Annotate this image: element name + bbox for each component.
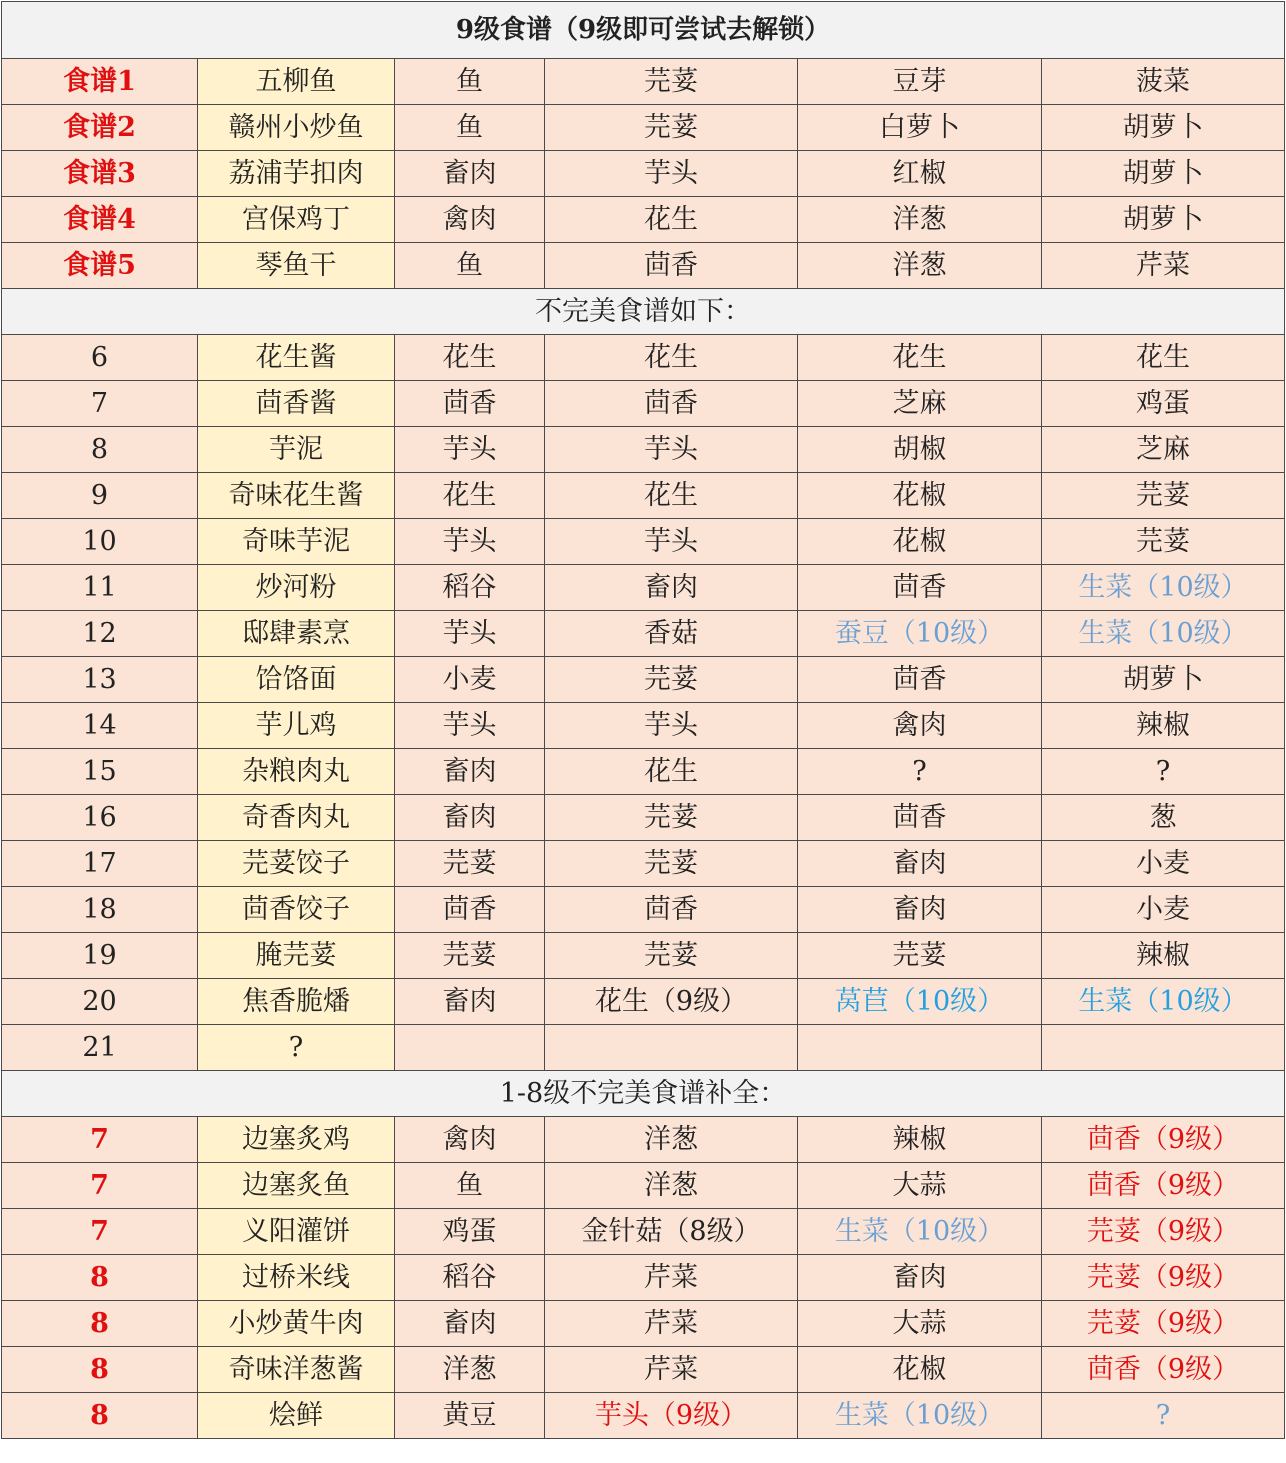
recipe-name: 义阳灌饼 <box>198 1209 395 1255</box>
ingredient-4 <box>1042 1163 1285 1209</box>
recipe-name: 奇味洋葱酱 <box>198 1347 395 1393</box>
highlighted-ingredient: 生菜（10级） <box>834 1216 1005 1247</box>
ingredient-1 <box>395 1025 545 1071</box>
ingredient-2: 花生 <box>545 749 798 795</box>
ingredient-1: 禽肉 <box>395 1117 545 1163</box>
table-row <box>2 565 1285 611</box>
highlighted-ingredient: 生菜（10级） <box>834 1400 1005 1431</box>
recipe-number: 食谱2 <box>2 105 198 151</box>
table-row <box>2 197 1285 243</box>
recipe-number: 7 <box>2 1163 198 1209</box>
table-row <box>2 427 1285 473</box>
highlighted-ingredient: ? <box>1155 1400 1171 1431</box>
recipe-name: 宫保鸡丁 <box>198 197 395 243</box>
recipe-number: 17 <box>2 841 198 887</box>
ingredient-1: 芋头 <box>395 611 545 657</box>
recipe-name: 烩鲜 <box>198 1393 395 1439</box>
ingredient-1: 鱼 <box>395 59 545 105</box>
recipe-name: 奇味芋泥 <box>198 519 395 565</box>
recipe-name: 芋泥 <box>198 427 395 473</box>
recipe-number: 7 <box>2 1209 198 1255</box>
recipe-number: 9 <box>2 473 198 519</box>
table-title: 9级食谱（9级即可尝试去解锁） <box>2 2 1285 59</box>
ingredient-1: 鱼 <box>395 1163 545 1209</box>
recipe-number: 8 <box>2 1347 198 1393</box>
ingredient-1: 稻谷 <box>395 565 545 611</box>
ingredient-3 <box>798 1393 1042 1439</box>
recipe-name: 茴香酱 <box>198 381 395 427</box>
recipe-name: 奇味花生酱 <box>198 473 395 519</box>
ingredient-3 <box>798 1025 1042 1071</box>
ingredient-4 <box>1042 1347 1285 1393</box>
ingredient-1: 畜肉 <box>395 979 545 1025</box>
ingredient-4: 芹菜 <box>1042 243 1285 289</box>
ingredient-1: 鱼 <box>395 105 545 151</box>
recipe-name: 琴鱼干 <box>198 243 395 289</box>
ingredient-3: 花椒 <box>798 473 1042 519</box>
recipe-number: 10 <box>2 519 198 565</box>
recipe-name: 荔浦芋扣肉 <box>198 151 395 197</box>
ingredient-4: 胡萝卜 <box>1042 657 1285 703</box>
recipe-number: 8 <box>2 1393 198 1439</box>
table-row <box>2 933 1285 979</box>
ingredient-3: 花生 <box>798 335 1042 381</box>
ingredient-1: 畜肉 <box>395 151 545 197</box>
ingredient-2: 香菇 <box>545 611 798 657</box>
ingredient-2: 畜肉 <box>545 565 798 611</box>
ingredient-3: 茴香 <box>798 565 1042 611</box>
ingredient-4 <box>1042 565 1285 611</box>
ingredient-4: 芫荽 <box>1042 519 1285 565</box>
section-header-row <box>2 289 1285 335</box>
ingredient-2: 芋头 <box>545 519 798 565</box>
highlighted-ingredient: 芋头（9级） <box>594 1400 748 1431</box>
recipe-number: 16 <box>2 795 198 841</box>
ingredient-4: 胡萝卜 <box>1042 151 1285 197</box>
table-row <box>2 1025 1285 1071</box>
ingredient-2: 茴香 <box>545 887 798 933</box>
highlighted-ingredient: 芫荽（9级） <box>1086 1216 1240 1247</box>
ingredient-4: 辣椒 <box>1042 703 1285 749</box>
table-row <box>2 611 1285 657</box>
ingredient-2: 芫荽 <box>545 59 798 105</box>
recipe-name: 小炒黄牛肉 <box>198 1301 395 1347</box>
ingredient-1: 禽肉 <box>395 197 545 243</box>
recipe-number: 13 <box>2 657 198 703</box>
ingredient-3: 洋葱 <box>798 243 1042 289</box>
ingredient-1: 芫荽 <box>395 933 545 979</box>
recipe-name: ? <box>198 1025 395 1071</box>
ingredient-4: 小麦 <box>1042 841 1285 887</box>
table-row <box>2 59 1285 105</box>
table-row <box>2 105 1285 151</box>
ingredient-3: 畜肉 <box>798 887 1042 933</box>
recipe-name: 茴香饺子 <box>198 887 395 933</box>
ingredient-4 <box>1042 1209 1285 1255</box>
ingredient-4: 葱 <box>1042 795 1285 841</box>
ingredient-2: 芋头 <box>545 151 798 197</box>
ingredient-3: 花椒 <box>798 1347 1042 1393</box>
table-row <box>2 1163 1285 1209</box>
highlighted-ingredient: 莴苣（10级） <box>834 986 1005 1017</box>
ingredient-4 <box>1042 1117 1285 1163</box>
recipe-number: 14 <box>2 703 198 749</box>
ingredient-3: 畜肉 <box>798 841 1042 887</box>
ingredient-2: 花生 <box>545 197 798 243</box>
ingredient-3: 禽肉 <box>798 703 1042 749</box>
ingredient-2: 芹菜 <box>545 1347 798 1393</box>
recipe-number: 6 <box>2 335 198 381</box>
table-row <box>2 1393 1285 1439</box>
ingredient-2 <box>545 1025 798 1071</box>
table-row <box>2 979 1285 1025</box>
ingredient-3 <box>798 611 1042 657</box>
ingredient-1: 芋头 <box>395 519 545 565</box>
table-row <box>2 703 1285 749</box>
ingredient-4 <box>1042 1255 1285 1301</box>
ingredient-1: 小麦 <box>395 657 545 703</box>
recipe-number: 食谱3 <box>2 151 198 197</box>
ingredient-3: 白萝卜 <box>798 105 1042 151</box>
ingredient-2: 芫荽 <box>545 795 798 841</box>
recipe-number: 12 <box>2 611 198 657</box>
ingredient-2: 芫荽 <box>545 657 798 703</box>
ingredient-3: 畜肉 <box>798 1255 1042 1301</box>
ingredient-1: 鱼 <box>395 243 545 289</box>
recipe-name: 炒河粉 <box>198 565 395 611</box>
ingredient-2 <box>545 1393 798 1439</box>
recipe-number: 食谱1 <box>2 59 198 105</box>
ingredient-3: 茴香 <box>798 795 1042 841</box>
ingredient-3: 洋葱 <box>798 197 1042 243</box>
recipe-number: 7 <box>2 1117 198 1163</box>
recipe-number: 8 <box>2 427 198 473</box>
highlighted-ingredient: 茴香（9级） <box>1086 1354 1240 1385</box>
ingredient-4: 辣椒 <box>1042 933 1285 979</box>
ingredient-4: 鸡蛋 <box>1042 381 1285 427</box>
ingredient-2: 花生 <box>545 473 798 519</box>
highlighted-ingredient: 芫荽（9级） <box>1086 1262 1240 1293</box>
ingredient-3: 茴香 <box>798 657 1042 703</box>
highlighted-ingredient: 茴香（9级） <box>1086 1124 1240 1155</box>
ingredient-1: 黄豆 <box>395 1393 545 1439</box>
ingredient-2: 金针菇（8级） <box>545 1209 798 1255</box>
table-row <box>2 749 1285 795</box>
highlighted-ingredient: 茴香（9级） <box>1086 1170 1240 1201</box>
ingredient-2: 洋葱 <box>545 1163 798 1209</box>
section-header-row <box>2 1071 1285 1117</box>
recipe-name: 焦香脆燔 <box>198 979 395 1025</box>
ingredient-2: 芹菜 <box>545 1255 798 1301</box>
table-row <box>2 473 1285 519</box>
ingredient-1: 洋葱 <box>395 1347 545 1393</box>
ingredient-3: 花椒 <box>798 519 1042 565</box>
ingredient-3 <box>798 979 1042 1025</box>
ingredient-3: 红椒 <box>798 151 1042 197</box>
recipe-number: 8 <box>2 1255 198 1301</box>
table-row <box>2 1255 1285 1301</box>
table-row <box>2 151 1285 197</box>
recipe-number: 8 <box>2 1301 198 1347</box>
table-row <box>2 841 1285 887</box>
recipe-name: 赣州小炒鱼 <box>198 105 395 151</box>
ingredient-1: 芋头 <box>395 703 545 749</box>
ingredient-4 <box>1042 1025 1285 1071</box>
recipe-number: 21 <box>2 1025 198 1071</box>
recipe-name: 边塞炙鸡 <box>198 1117 395 1163</box>
recipe-number: 7 <box>2 381 198 427</box>
table-row <box>2 381 1285 427</box>
recipe-number: 食谱5 <box>2 243 198 289</box>
recipe-name: 过桥米线 <box>198 1255 395 1301</box>
ingredient-2: 芫荽 <box>545 933 798 979</box>
highlighted-ingredient: 蚕豆（10级） <box>834 618 1005 649</box>
recipe-name: 花生酱 <box>198 335 395 381</box>
ingredient-4: 芫荽 <box>1042 473 1285 519</box>
ingredient-3: 豆芽 <box>798 59 1042 105</box>
ingredient-1: 茴香 <box>395 887 545 933</box>
ingredient-4: 芝麻 <box>1042 427 1285 473</box>
ingredient-4: ? <box>1042 749 1285 795</box>
ingredient-2: 芫荽 <box>545 105 798 151</box>
ingredient-1: 茴香 <box>395 381 545 427</box>
recipe-name: 芫荽饺子 <box>198 841 395 887</box>
recipe-number: 11 <box>2 565 198 611</box>
ingredient-4: 小麦 <box>1042 887 1285 933</box>
title-row <box>2 2 1285 59</box>
ingredient-1: 稻谷 <box>395 1255 545 1301</box>
recipe-number: 19 <box>2 933 198 979</box>
ingredient-2: 芫荽 <box>545 841 798 887</box>
ingredient-1: 畜肉 <box>395 749 545 795</box>
recipe-number: 20 <box>2 979 198 1025</box>
ingredient-4 <box>1042 1393 1285 1439</box>
table-row <box>2 795 1285 841</box>
ingredient-4 <box>1042 611 1285 657</box>
ingredient-4 <box>1042 979 1285 1025</box>
table-row <box>2 1117 1285 1163</box>
ingredient-2: 花生（9级） <box>545 979 798 1025</box>
ingredient-1: 花生 <box>395 473 545 519</box>
ingredient-4: 菠菜 <box>1042 59 1285 105</box>
ingredient-1: 芫荽 <box>395 841 545 887</box>
section-header: 不完美食谱如下： <box>2 289 1285 335</box>
recipe-number: 15 <box>2 749 198 795</box>
table-row <box>2 519 1285 565</box>
recipe-name: 杂粮肉丸 <box>198 749 395 795</box>
table-row <box>2 1301 1285 1347</box>
recipe-name: 边塞炙鱼 <box>198 1163 395 1209</box>
table-row <box>2 887 1285 933</box>
ingredient-3 <box>798 1209 1042 1255</box>
ingredient-2: 花生 <box>545 335 798 381</box>
ingredient-2: 茴香 <box>545 381 798 427</box>
highlighted-ingredient: 生菜（10级） <box>1078 572 1248 603</box>
recipe-name: 饸饹面 <box>198 657 395 703</box>
ingredient-4: 胡萝卜 <box>1042 105 1285 151</box>
ingredient-1: 花生 <box>395 335 545 381</box>
ingredient-3: 大蒜 <box>798 1301 1042 1347</box>
table-row <box>2 1347 1285 1393</box>
highlighted-ingredient: 芫荽（9级） <box>1086 1308 1240 1339</box>
ingredient-3: 芝麻 <box>798 381 1042 427</box>
recipe-number: 食谱4 <box>2 197 198 243</box>
ingredient-3: 胡椒 <box>798 427 1042 473</box>
recipe-name: 芋儿鸡 <box>198 703 395 749</box>
highlighted-ingredient: 生菜（10级） <box>1078 618 1248 649</box>
recipe-name: 腌芫荽 <box>198 933 395 979</box>
ingredient-2: 洋葱 <box>545 1117 798 1163</box>
recipe-name: 邸肆素烹 <box>198 611 395 657</box>
ingredient-2: 茴香 <box>545 243 798 289</box>
ingredient-3: 大蒜 <box>798 1163 1042 1209</box>
table-row <box>2 243 1285 289</box>
table-row <box>2 657 1285 703</box>
recipe-name: 奇香肉丸 <box>198 795 395 841</box>
highlighted-ingredient: 生菜（10级） <box>1078 986 1248 1017</box>
ingredient-1: 畜肉 <box>395 795 545 841</box>
table-row <box>2 1209 1285 1255</box>
ingredient-2: 芋头 <box>545 703 798 749</box>
ingredient-1: 鸡蛋 <box>395 1209 545 1255</box>
ingredient-1: 芋头 <box>395 427 545 473</box>
section-header: 1-8级不完美食谱补全： <box>2 1071 1285 1117</box>
ingredient-1: 畜肉 <box>395 1301 545 1347</box>
recipe-number: 18 <box>2 887 198 933</box>
recipe-table <box>1 1 1285 1439</box>
ingredient-3: ? <box>798 749 1042 795</box>
ingredient-4: 胡萝卜 <box>1042 197 1285 243</box>
ingredient-2: 芋头 <box>545 427 798 473</box>
ingredient-3: 辣椒 <box>798 1117 1042 1163</box>
table-row <box>2 335 1285 381</box>
ingredient-4 <box>1042 1301 1285 1347</box>
ingredient-4: 花生 <box>1042 335 1285 381</box>
ingredient-2: 芹菜 <box>545 1301 798 1347</box>
recipe-name: 五柳鱼 <box>198 59 395 105</box>
ingredient-3: 芫荽 <box>798 933 1042 979</box>
